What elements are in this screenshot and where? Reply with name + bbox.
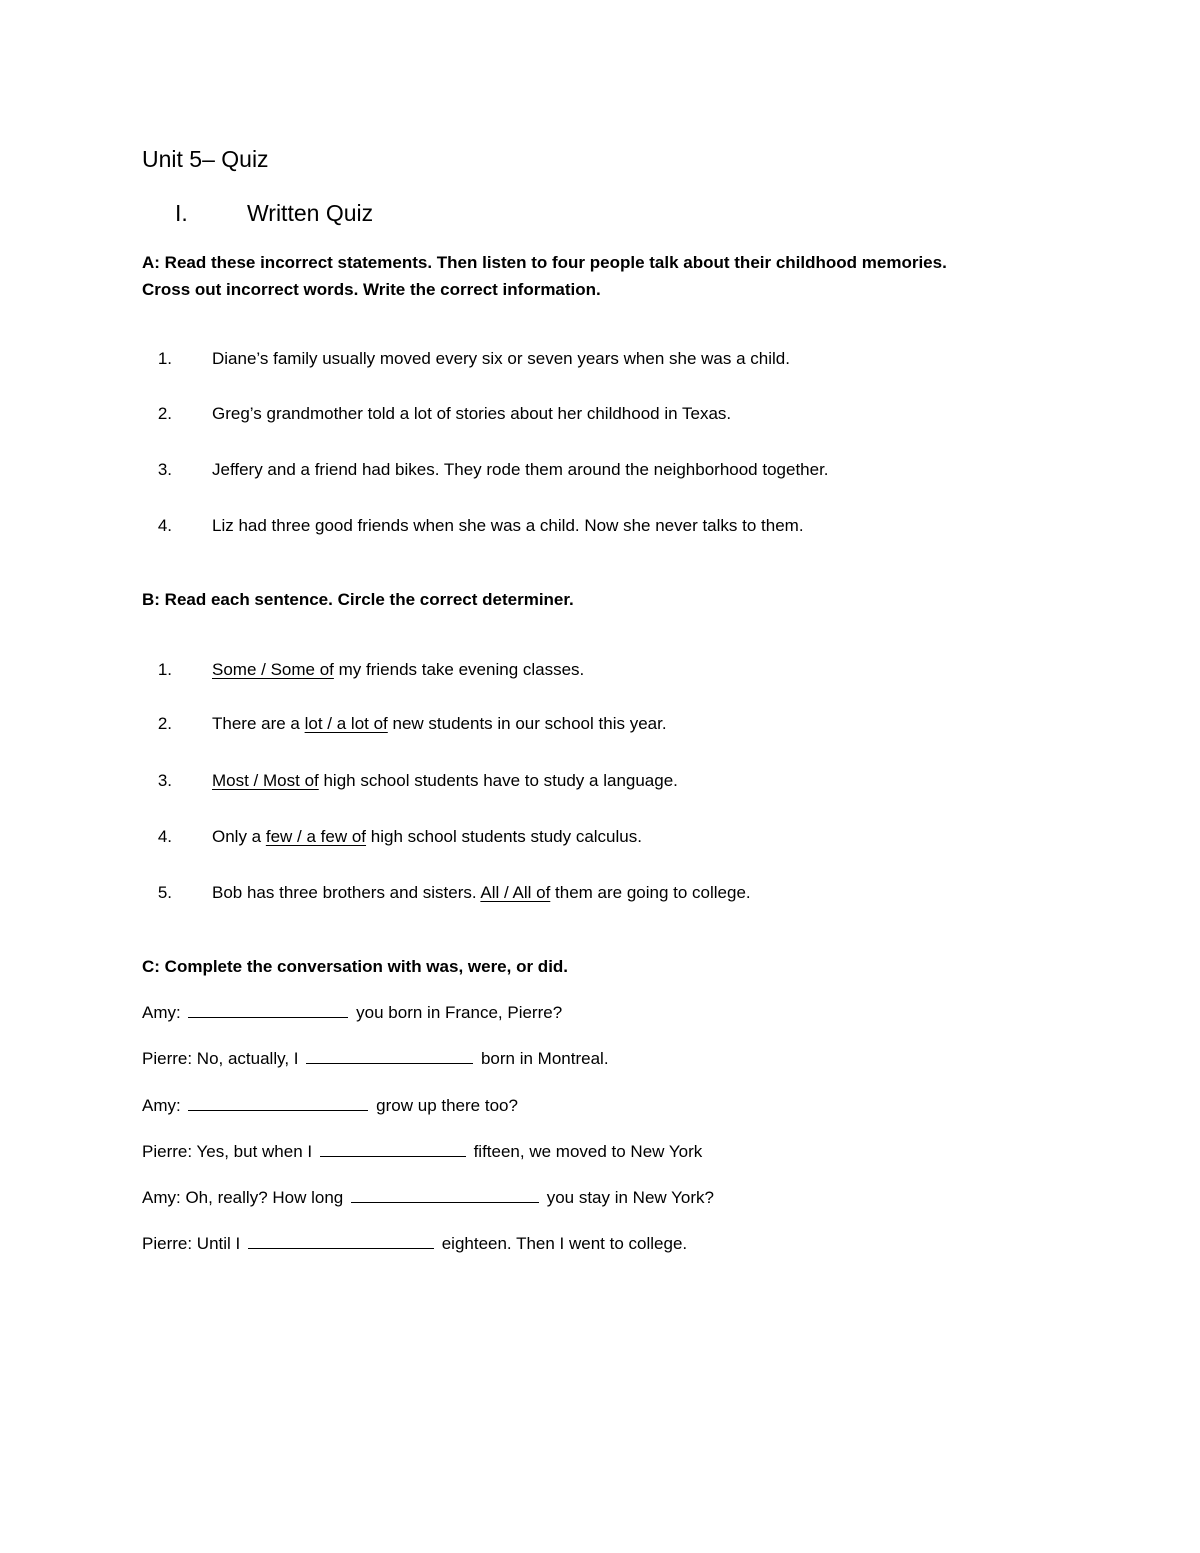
part-a-item: [142, 349, 1042, 373]
item-number: 4.: [157, 516, 172, 535]
item-number: 5.: [157, 883, 172, 902]
item-number: 1.: [157, 660, 172, 679]
item-number: 4.: [157, 827, 172, 846]
part-a-item: [142, 404, 1042, 428]
line-after: grow up there too?: [371, 1096, 518, 1115]
item-number: 1.: [157, 349, 172, 368]
sentence-before: Bob has three brothers and sisters.: [212, 883, 481, 902]
item-text: Greg’s grandmother told a lot of stories about her childhood in Texas.: [212, 404, 732, 423]
sentence-after: high school students study calculus.: [366, 827, 642, 846]
item-sentence: [212, 714, 667, 734]
conversation-line: [142, 1186, 714, 1208]
item-sentence: [212, 883, 751, 903]
conversation-line: [142, 1001, 562, 1023]
section-number: I.: [175, 200, 188, 226]
conversation-line: [142, 1094, 518, 1116]
part-a-instructions-line1: A: Read these incorrect statements. Then listen to four people talk about their childhood memories.: [142, 253, 947, 272]
page-title: Unit 5– Quiz: [142, 146, 269, 172]
part-a-instructions: [142, 249, 947, 303]
line-before: Pierre: Until I: [142, 1234, 245, 1253]
sentence-before: There are a: [212, 714, 305, 733]
answer-blank[interactable]: [248, 1232, 434, 1249]
part-b-item: [142, 827, 1042, 851]
sentence-before: Only a: [212, 827, 266, 846]
part-a-instructions-line2: Cross out incorrect words. Write the correct information.: [142, 280, 601, 299]
conversation-line: [142, 1232, 687, 1254]
item-number: 3.: [157, 460, 172, 479]
line-after: you stay in New York?: [541, 1188, 714, 1207]
part-c-instructions: C: Complete the conversation with was, were, or did.: [142, 957, 569, 976]
sentence-after: high school students have to study a language.: [318, 771, 678, 790]
answer-blank[interactable]: [188, 1001, 348, 1018]
answer-blank[interactable]: [188, 1094, 368, 1111]
determiner-choice[interactable]: lot / a lot of: [304, 714, 388, 733]
line-before: Pierre: No, actually, I: [142, 1049, 304, 1068]
line-before: Pierre: Yes, but when I: [142, 1142, 317, 1161]
determiner-choice[interactable]: Some / Some of: [212, 660, 334, 679]
line-before: Amy:: [142, 1096, 186, 1115]
section-title: Written Quiz: [247, 200, 374, 226]
answer-blank[interactable]: [306, 1047, 473, 1064]
line-after: fifteen, we moved to New York: [468, 1142, 703, 1161]
determiner-choice[interactable]: few / a few of: [265, 827, 367, 846]
line-after: eighteen. Then I went to college.: [436, 1234, 688, 1253]
line-after: you born in France, Pierre?: [351, 1003, 563, 1022]
part-b-item: [142, 714, 1042, 738]
item-number: 2.: [157, 404, 172, 423]
line-before: Amy: Oh, really? How long: [142, 1188, 348, 1207]
part-b-item: [142, 883, 1042, 907]
part-b-item: [142, 771, 1042, 795]
part-b-instructions: B: Read each sentence. Circle the correct determiner.: [142, 590, 574, 609]
sentence-after: them are going to college.: [550, 883, 751, 902]
sentence-after: new students in our school this year.: [387, 714, 667, 733]
determiner-choice[interactable]: Most / Most of: [212, 771, 319, 790]
part-a-item: [142, 516, 1042, 540]
sentence-after: my friends take evening classes.: [333, 660, 585, 679]
conversation-line: [142, 1140, 702, 1162]
line-after: born in Montreal.: [476, 1049, 609, 1068]
item-number: 3.: [157, 771, 172, 790]
item-text: Jeffery and a friend had bikes. They rode them around the neighborhood together.: [212, 460, 829, 479]
part-a-item: [142, 460, 1042, 484]
line-before: Amy:: [142, 1003, 186, 1022]
item-text: Liz had three good friends when she was a child. Now she never talks to them.: [212, 516, 804, 535]
determiner-choice[interactable]: All / All of: [480, 883, 551, 902]
answer-blank[interactable]: [351, 1186, 539, 1203]
item-sentence: [212, 827, 642, 847]
part-b-item: [142, 660, 1042, 684]
item-sentence: [212, 771, 678, 791]
conversation-line: [142, 1047, 609, 1069]
answer-blank[interactable]: [320, 1140, 466, 1157]
item-text: Diane’s family usually moved every six or seven years when she was a child.: [212, 349, 790, 368]
item-sentence: [212, 660, 584, 680]
item-number: 2.: [157, 714, 172, 733]
